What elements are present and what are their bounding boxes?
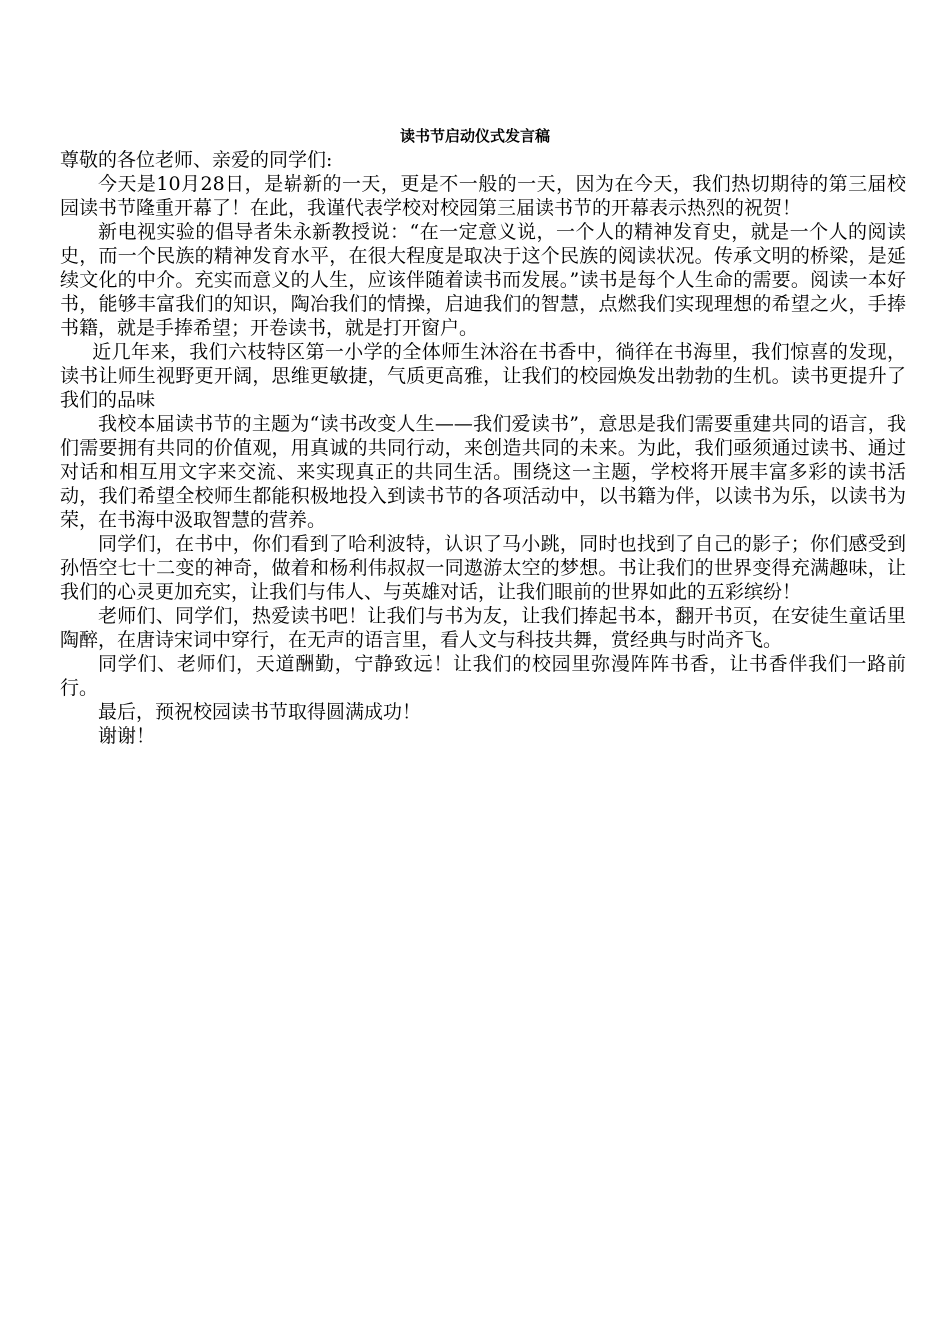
document-body — [60, 148, 906, 748]
greeting-line: 尊敬的各位老师、亲爱的同学们: — [60, 149, 333, 171]
paragraph: 今天是10月28日，是崭新的一天，更是不一般的一天，因为在今天，我们热切期待的第三届校园读书节隆重开幕了！在此，我谨代表学校对校园第三届读书节的开幕表示热烈的祝贺！ — [60, 173, 906, 219]
paragraph: 老师们、同学们，热爱读书吧！让我们与书为友，让我们捧起书本，翻开书页，在安徒生童话里陶醉，在唐诗宋词中穿行，在无声的语言里，看人文与科技共舞，赏经典与时尚齐飞。 — [60, 605, 906, 651]
paragraph: 同学们，在书中，你们看到了哈利波特，认识了马小跳，同时也找到了自己的影子；你们感受到孙悟空七十二变的神奇，做着和杨利伟叔叔一同遨游太空的梦想。书让我们的世界变得充满趣味，让我们的心灵更加充实，让我们与伟人、与英雄对话，让我们眼前的世界如此的五彩缤纷！ — [60, 533, 906, 603]
document-title: 读书节启动仪式发言稿 — [399, 127, 550, 145]
paragraph: 我校本届读书节的主题为“读书改变人生——我们爱读书”，意思是我们需要重建共同的语言，我们需要拥有共同的价值观，用真诚的共同行动，来创造共同的未来。为此，我们亟须通过读书、通过对话和相互用文字来交流、来实现真正的共同生活。围绕这一主题，学校将开展丰富多彩的读书活动，我们希望全校师生都能积极地投入到读书节的各项活动中，以书籍为伴，以读书为乐，以读书为荣，在书海中汲取智慧的营养。 — [60, 413, 906, 531]
paragraph: 同学们、老师们，天道酬勤，宁静致远！让我们的校园里弥漫阵阵书香，让书香伴我们一路前行。 — [60, 653, 906, 699]
paragraph: 最后，预祝校园读书节取得圆满成功！ — [98, 701, 422, 723]
paragraph: 近几年来，我们六枝特区第一小学的全体师生沐浴在书香中，徜徉在书海里，我们惊喜的发现，读书让师生视野更开阔，思维更敏捷，气质更高雅，让我们的校园焕发出勃勃的生机。读书更提升了我们的品味 — [60, 341, 906, 411]
paragraph: 新电视实验的倡导者朱永新教授说：“在一定意义说，一个人的精神发育史，就是一个人的阅读史，而一个民族的精神发育水平，在很大程度是取决于这个民族的阅读状况。传承文明的桥梁，是延续文化的中介。充实而意义的人生，应该伴随着读书而发展。”读书是每个人生命的需要。阅读一本好书，能够丰富我们的知识，陶冶我们的情操，启迪我们的智慧，点燃我们实现理想的希望之火，手捧书籍，就是手捧希望；开卷读书，就是打开窗户。 — [60, 221, 906, 339]
paragraph: 谢谢！ — [98, 725, 156, 747]
